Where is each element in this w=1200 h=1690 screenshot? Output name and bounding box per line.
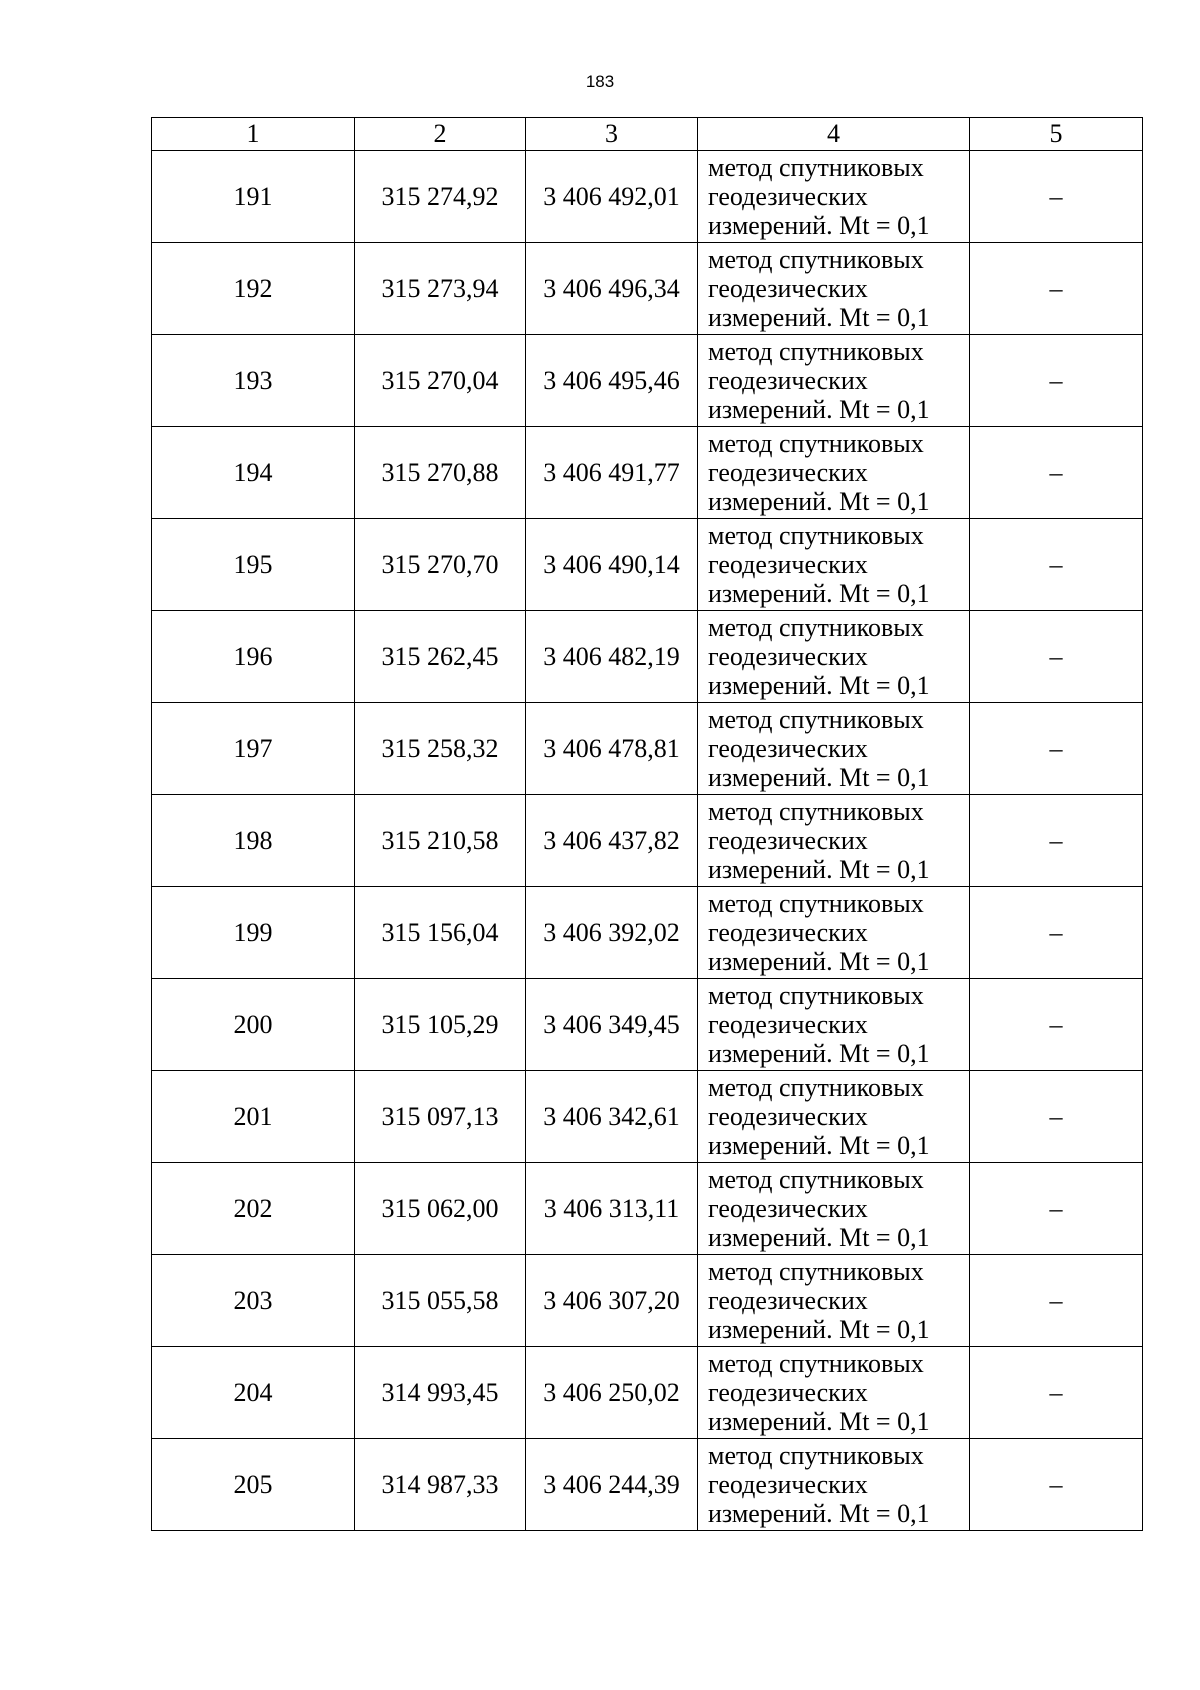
method-line: измерений. Mt = 0,1 <box>708 303 930 332</box>
method-line: измерений. Mt = 0,1 <box>708 211 930 240</box>
table-body <box>152 151 1143 1531</box>
y-coordinate-cell: 3 406 342,61 <box>526 1071 698 1163</box>
y-coordinate-cell: 3 406 482,19 <box>526 611 698 703</box>
method-line: метод спутниковых <box>708 1441 924 1470</box>
method-line: метод спутниковых <box>708 1165 924 1194</box>
note-cell: – <box>970 1163 1143 1255</box>
method-line: геодезических <box>708 1194 868 1223</box>
method-line: метод спутниковых <box>708 889 924 918</box>
header-col-3: 3 <box>526 118 698 151</box>
method-line: геодезических <box>708 1102 868 1131</box>
method-line: геодезических <box>708 1010 868 1039</box>
method-line: метод спутниковых <box>708 337 924 366</box>
table-row <box>152 703 1143 795</box>
method-cell <box>698 1163 970 1255</box>
x-coordinate-cell: 315 156,04 <box>355 887 526 979</box>
note-cell: – <box>970 611 1143 703</box>
y-coordinate-cell: 3 406 313,11 <box>526 1163 698 1255</box>
method-line: измерений. Mt = 0,1 <box>708 1039 930 1068</box>
y-coordinate-cell: 3 406 492,01 <box>526 151 698 243</box>
y-coordinate-cell: 3 406 349,45 <box>526 979 698 1071</box>
method-cell <box>698 703 970 795</box>
note-cell: – <box>970 703 1143 795</box>
method-line: геодезических <box>708 918 868 947</box>
note-cell: – <box>970 151 1143 243</box>
method-line: измерений. Mt = 0,1 <box>708 1407 930 1436</box>
method-line: измерений. Mt = 0,1 <box>708 947 930 976</box>
note-cell: – <box>970 1347 1143 1439</box>
y-coordinate-cell: 3 406 250,02 <box>526 1347 698 1439</box>
method-line: измерений. Mt = 0,1 <box>708 1499 930 1528</box>
table-row <box>152 1163 1143 1255</box>
table-row <box>152 427 1143 519</box>
method-cell <box>698 795 970 887</box>
method-line: геодезических <box>708 182 868 211</box>
method-cell <box>698 1071 970 1163</box>
x-coordinate-cell: 314 993,45 <box>355 1347 526 1439</box>
x-coordinate-cell: 315 270,88 <box>355 427 526 519</box>
x-coordinate-cell: 315 270,70 <box>355 519 526 611</box>
method-cell <box>698 335 970 427</box>
note-cell: – <box>970 887 1143 979</box>
note-cell: – <box>970 795 1143 887</box>
y-coordinate-cell: 3 406 392,02 <box>526 887 698 979</box>
x-coordinate-cell: 314 987,33 <box>355 1439 526 1531</box>
y-coordinate-cell: 3 406 491,77 <box>526 427 698 519</box>
point-number-cell: 194 <box>152 427 355 519</box>
method-cell <box>698 979 970 1071</box>
note-cell: – <box>970 1071 1143 1163</box>
method-line: измерений. Mt = 0,1 <box>708 855 930 884</box>
table-row <box>152 979 1143 1071</box>
point-number-cell: 196 <box>152 611 355 703</box>
method-line: измерений. Mt = 0,1 <box>708 395 930 424</box>
method-line: измерений. Mt = 0,1 <box>708 579 930 608</box>
note-cell: – <box>970 1439 1143 1531</box>
table-row <box>152 151 1143 243</box>
method-line: измерений. Mt = 0,1 <box>708 1315 930 1344</box>
method-cell <box>698 427 970 519</box>
method-cell <box>698 1439 970 1531</box>
method-line: геодезических <box>708 550 868 579</box>
note-cell: – <box>970 519 1143 611</box>
x-coordinate-cell: 315 273,94 <box>355 243 526 335</box>
method-line: измерений. Mt = 0,1 <box>708 1223 930 1252</box>
method-line: метод спутниковых <box>708 705 924 734</box>
table-header <box>152 118 1143 151</box>
method-line: метод спутниковых <box>708 1257 924 1286</box>
method-line: измерений. Mt = 0,1 <box>708 763 930 792</box>
y-coordinate-cell: 3 406 244,39 <box>526 1439 698 1531</box>
method-cell <box>698 151 970 243</box>
method-line: метод спутниковых <box>708 613 924 642</box>
method-line: геодезических <box>708 826 868 855</box>
point-number-cell: 201 <box>152 1071 355 1163</box>
method-line: метод спутниковых <box>708 521 924 550</box>
point-number-cell: 197 <box>152 703 355 795</box>
x-coordinate-cell: 315 055,58 <box>355 1255 526 1347</box>
x-coordinate-cell: 315 097,13 <box>355 1071 526 1163</box>
x-coordinate-cell: 315 105,29 <box>355 979 526 1071</box>
header-col-1: 1 <box>152 118 355 151</box>
method-cell <box>698 519 970 611</box>
y-coordinate-cell: 3 406 478,81 <box>526 703 698 795</box>
point-number-cell: 205 <box>152 1439 355 1531</box>
method-line: метод спутниковых <box>708 981 924 1010</box>
y-coordinate-cell: 3 406 490,14 <box>526 519 698 611</box>
method-cell <box>698 611 970 703</box>
method-cell <box>698 1255 970 1347</box>
table-row <box>152 519 1143 611</box>
method-line: геодезических <box>708 1378 868 1407</box>
point-number-cell: 202 <box>152 1163 355 1255</box>
page-number: 183 <box>585 72 615 91</box>
note-cell: – <box>970 427 1143 519</box>
method-line: геодезических <box>708 458 868 487</box>
point-number-cell: 191 <box>152 151 355 243</box>
x-coordinate-cell: 315 262,45 <box>355 611 526 703</box>
point-number-cell: 192 <box>152 243 355 335</box>
method-line: геодезических <box>708 642 868 671</box>
table-row <box>152 611 1143 703</box>
method-line: метод спутниковых <box>708 245 924 274</box>
x-coordinate-cell: 315 270,04 <box>355 335 526 427</box>
x-coordinate-cell: 315 274,92 <box>355 151 526 243</box>
header-row <box>152 118 1143 151</box>
method-line: геодезических <box>708 366 868 395</box>
table-row <box>152 243 1143 335</box>
x-coordinate-cell: 315 258,32 <box>355 703 526 795</box>
method-line: геодезических <box>708 1286 868 1315</box>
method-line: геодезических <box>708 734 868 763</box>
point-number-cell: 200 <box>152 979 355 1071</box>
table-row <box>152 1347 1143 1439</box>
header-col-2: 2 <box>355 118 526 151</box>
point-number-cell: 203 <box>152 1255 355 1347</box>
y-coordinate-cell: 3 406 496,34 <box>526 243 698 335</box>
note-cell: – <box>970 243 1143 335</box>
method-cell <box>698 887 970 979</box>
method-line: метод спутниковых <box>708 1073 924 1102</box>
point-number-cell: 204 <box>152 1347 355 1439</box>
point-number-cell: 195 <box>152 519 355 611</box>
header-col-5: 5 <box>970 118 1143 151</box>
method-line: измерений. Mt = 0,1 <box>708 487 930 516</box>
method-line: метод спутниковых <box>708 1349 924 1378</box>
method-line: метод спутниковых <box>708 429 924 458</box>
point-number-cell: 199 <box>152 887 355 979</box>
table-row <box>152 335 1143 427</box>
method-line: геодезических <box>708 274 868 303</box>
y-coordinate-cell: 3 406 307,20 <box>526 1255 698 1347</box>
x-coordinate-cell: 315 210,58 <box>355 795 526 887</box>
y-coordinate-cell: 3 406 495,46 <box>526 335 698 427</box>
table-row <box>152 1255 1143 1347</box>
note-cell: – <box>970 979 1143 1071</box>
table-row <box>152 887 1143 979</box>
note-cell: – <box>970 1255 1143 1347</box>
point-number-cell: 193 <box>152 335 355 427</box>
table-row <box>152 1439 1143 1531</box>
y-coordinate-cell: 3 406 437,82 <box>526 795 698 887</box>
method-line: геодезических <box>708 1470 868 1499</box>
point-number-cell: 198 <box>152 795 355 887</box>
table-row <box>152 795 1143 887</box>
note-cell: – <box>970 335 1143 427</box>
x-coordinate-cell: 315 062,00 <box>355 1163 526 1255</box>
header-col-4: 4 <box>698 118 970 151</box>
table-row <box>152 1071 1143 1163</box>
method-line: измерений. Mt = 0,1 <box>708 671 930 700</box>
coordinates-table <box>151 117 1143 1531</box>
method-line: метод спутниковых <box>708 797 924 826</box>
method-cell <box>698 243 970 335</box>
method-cell <box>698 1347 970 1439</box>
method-line: метод спутниковых <box>708 153 924 182</box>
method-line: измерений. Mt = 0,1 <box>708 1131 930 1160</box>
